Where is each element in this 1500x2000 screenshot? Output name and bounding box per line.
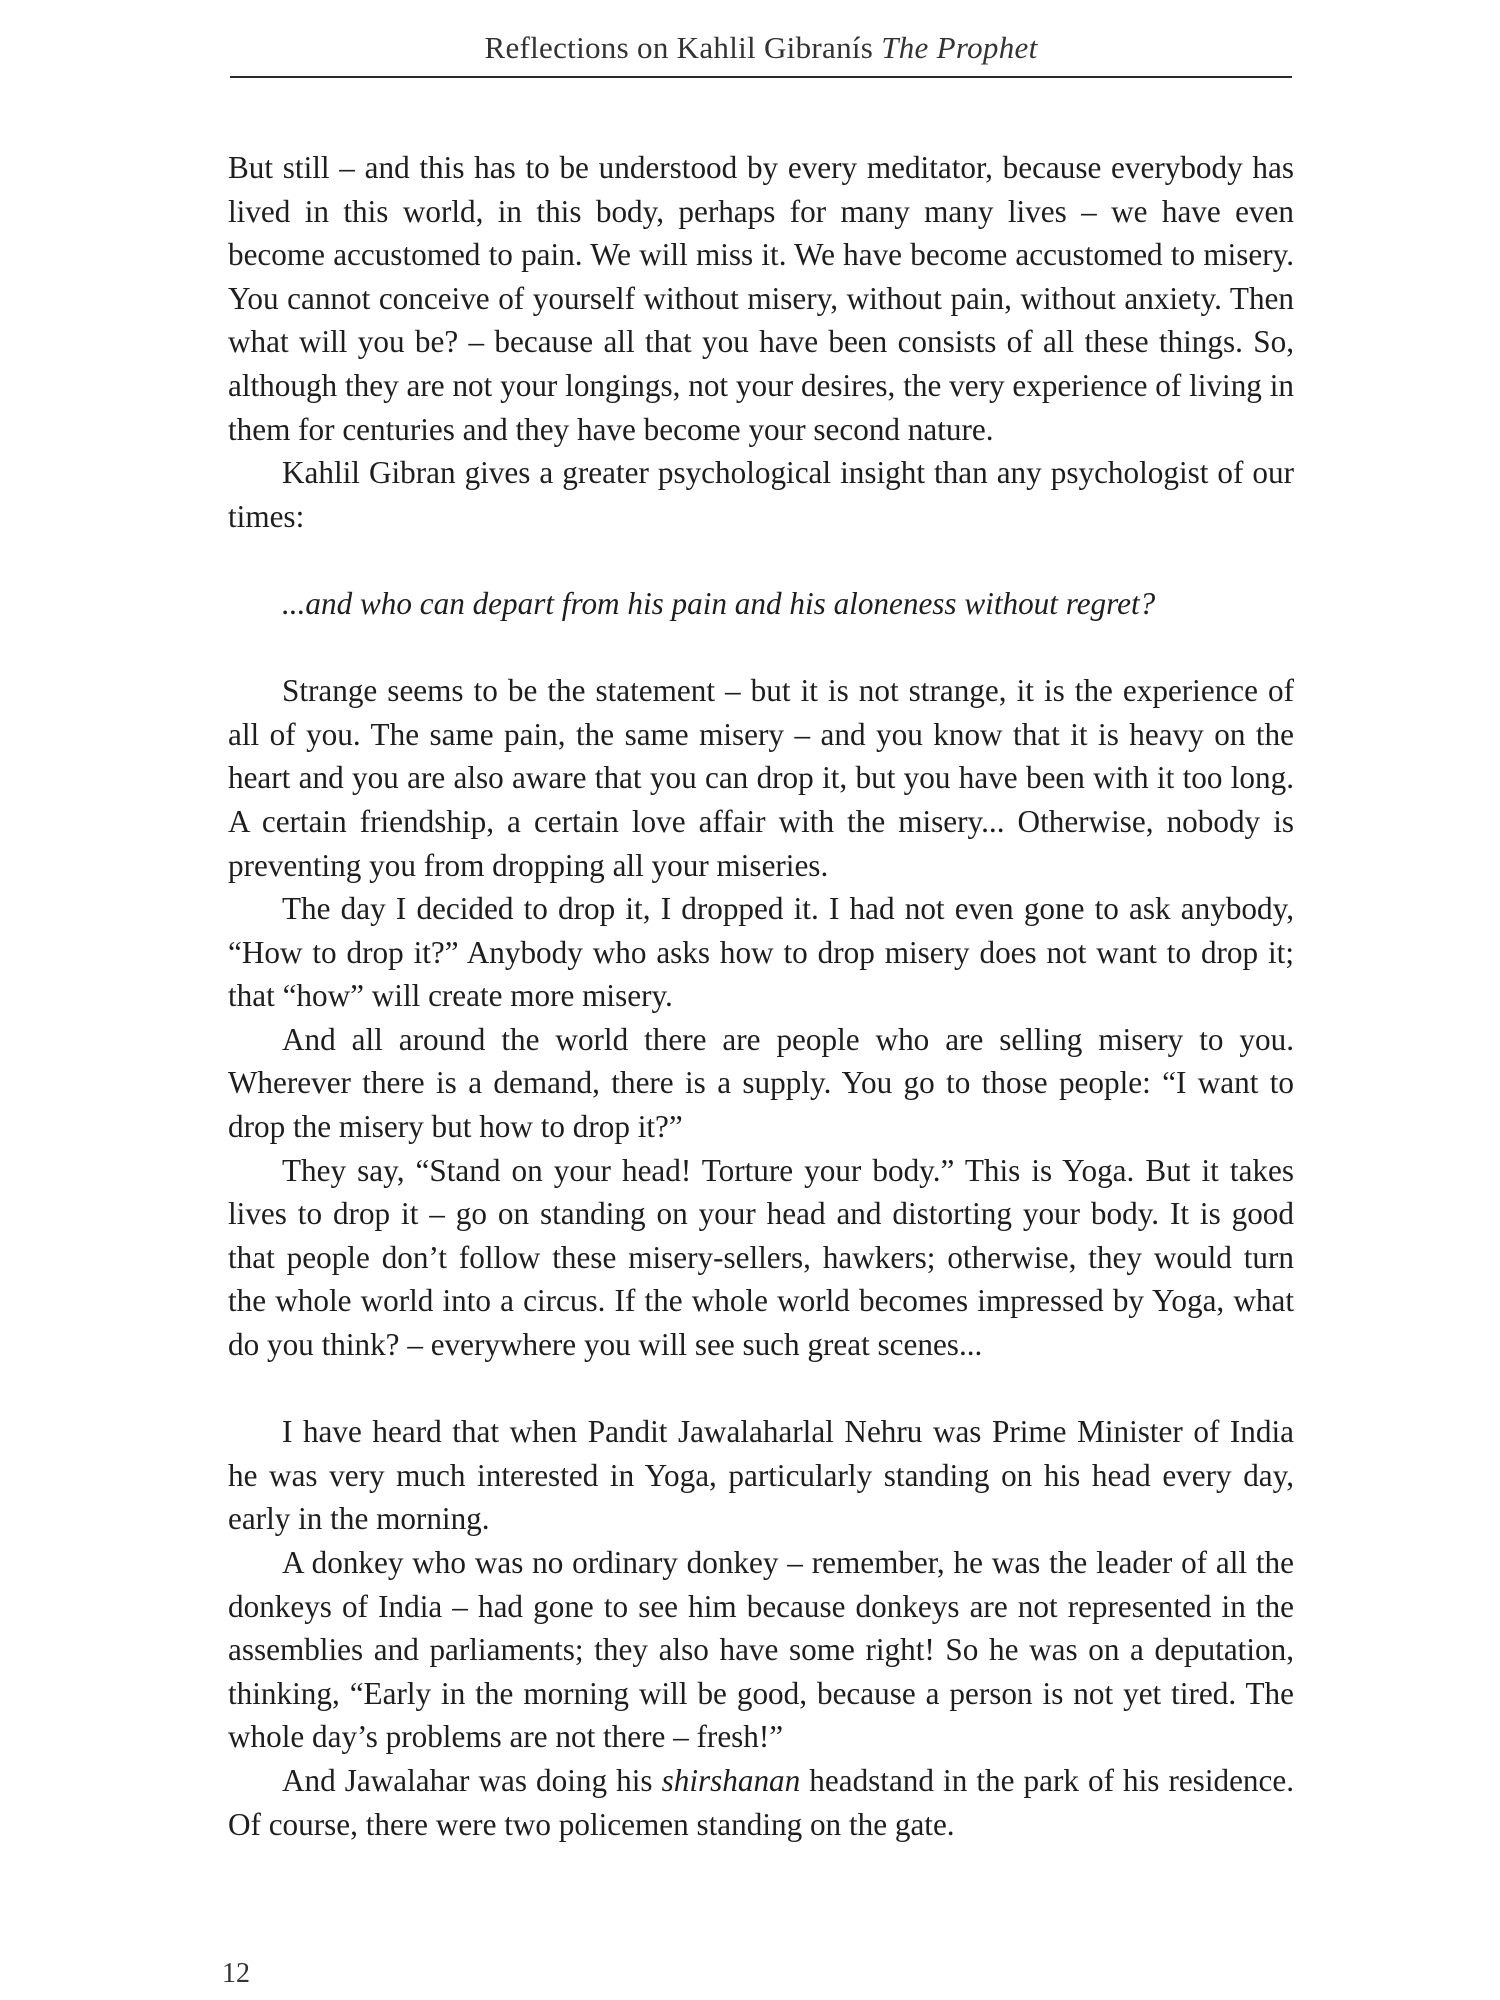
prophet-quote: ...and who can depart from his pain and his aloneness without regret? (282, 585, 1156, 621)
paragraph-9 (228, 1759, 1294, 1846)
paragraph-9-end: headstand in the park of his residence. Of course, there were two policemen standing on the gate. (228, 1762, 1294, 1842)
paragraph-4: The day I decided to drop it, I dropped it. I had not even gone to ask anybody, “How to drop it?” Anybody who asks how to drop misery does not want to drop it; that “how” will create more misery. (228, 891, 1294, 1014)
paragraph-8: A donkey who was no ordinary donkey – remember, he was the leader of all the donkeys of India – had gone to see him because donkeys are not represented in the assemblies and parliaments; they also have some right! So he was on a deputation, thinking, “Early in the morning will be good, because a person is not yet tired. The whole day’s problems are not there – fresh!” (228, 1545, 1294, 1755)
paragraph-2: Kahlil Gibran gives a greater psychological insight than any psychologist of our times: (228, 455, 1294, 534)
paragraph-6: They say, “Stand on your head! Torture your body.” This is Yoga. But it takes lives to drop it – go on standing on your head and distorting your body. It is good that people don’t follow these misery-sellers, hawkers; otherwise, they would turn the whole world into a circus. If the whole world becomes impressed by Yoga, what do you think? – everywhere you will see such great scenes... (228, 1152, 1294, 1363)
paragraph-5: And all around the world there are people who are selling misery to you. Wherever there is a demand, there is a supply. You go to those people: “I want to drop the misery but how to drop it?” (228, 1021, 1294, 1145)
paragraph-1: But still – and this has to be understood by every meditator, because everybody has lived in this world, in this body, perhaps for many many lives – we have even become accustomed to pain. We will miss it. We have become accustomed to misery. You cannot conceive of yourself without misery, without pain, without anxiety. Then what will you be? – because all that you have been consists of all these things. So, although they are not your longings, not your desires, the very experience of living in them for centuries and they have become your second nature. (228, 150, 1294, 447)
running-head (230, 28, 1292, 68)
paragraph-3: Strange seems to be the statement – but it is not strange, it is the experience of all of you. The same pain, the same misery – and you know that it is heavy on the heart and you are also aware that you can drop it, but you have been with it too long. A certain friendship, a certain love affair with the misery... Otherwise, nobody is preventing you from dropping all your miseries. (228, 673, 1294, 883)
running-head-prefix: Reflections on Kahlil Gibranís (484, 30, 882, 65)
page-number: 12 (222, 1958, 250, 1989)
paragraph-9-start: And Jawalahar was doing his (282, 1762, 662, 1798)
body-text (228, 146, 1294, 1846)
header-rule (230, 76, 1292, 78)
paragraph-9-term: shirshanan (661, 1762, 801, 1798)
paragraph-7: I have heard that when Pandit Jawalaharlal Nehru was Prime Minister of India he was very much interested in Yoga, particularly standing on his head every day, early in the morning. (228, 1414, 1294, 1537)
running-head-book-title: The Prophet (881, 30, 1038, 65)
